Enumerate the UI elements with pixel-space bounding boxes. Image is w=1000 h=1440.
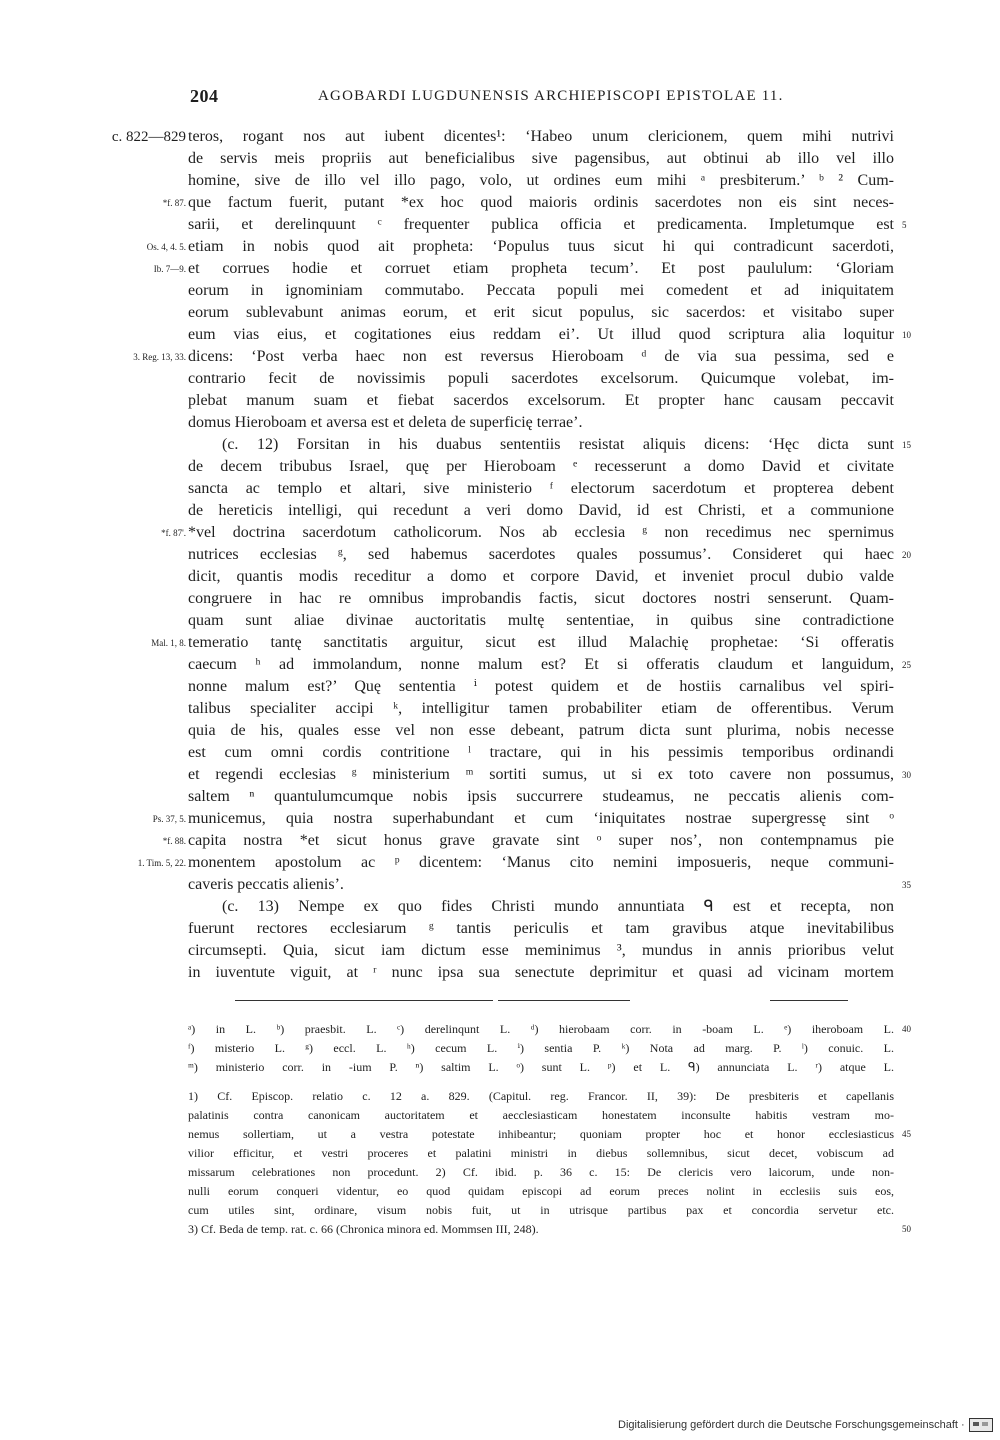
text-line: teros, rogant nos aut iubent dicentes¹: ‘Habeo unum clericionem, quem mihi nutrivi [188, 128, 894, 145]
page-header [0, 86, 1000, 110]
source-note-line: missarum celebrationes non procedunt. 2) Cf. ibid. p. 36 c. 15: De clericis vero laicorum, unde non- [188, 1165, 894, 1179]
text-line: (c. 12) Forsitan in his duabus sententiis resistat aliquis dicens: ‘Hęc dicta sunt [222, 436, 894, 453]
line-number: 10 [902, 330, 911, 340]
margin-reference: Ps. 37, 5. [152, 814, 186, 824]
margin-reference: Mal. 1, 8. [151, 638, 186, 648]
source-note-line: nulli eorum conqueri videntur, eo quod quidam episcopi ad eorum preces nolint in ecclesiis suis eos, [188, 1184, 894, 1198]
line-number: 35 [902, 880, 911, 890]
footnote-line-number: 50 [902, 1224, 911, 1234]
footnote-rule-3 [770, 1000, 848, 1001]
text-line: que factum fuerit, putant *ex hoc quod maioris ordinis sacerdotes non eis sint neces- [188, 194, 894, 211]
text-line: circumsepti. Quia, sicut iam dictum esse meminimus ³, mundus in annis prioribus velut [188, 942, 894, 959]
source-note-line: nemus sollertiam, ut a vestra potestate inhibeantur; quoniam propter hoc et honor ecclesiasticus [188, 1127, 894, 1141]
margin-reference: Os. 4, 4. 5. [146, 242, 186, 252]
text-line: de servis meis propriis aut beneficialibus sive pagensibus, aut obtinui ab illo vel illo [188, 150, 894, 167]
text-line: est cum omni cordis contritione ˡ tractare, qui in his pessimis temporibus ordinandi [188, 744, 894, 761]
apparatus-line: ᵃ) in L. ᵇ) praesbit. L. ᶜ) derelinqunt L. ᵈ) hierobaam corr. in -boam L. ᵉ) iheroboam L. [188, 1022, 894, 1036]
page-number: 204 [190, 86, 219, 106]
text-line: de decem tribubus Israel, quę per Hieroboam ᵉ recesserunt a domo David et civitate [188, 458, 894, 475]
text-line: plebat manum suam et fiebat sacerdos excelsorum. Et propter hanc causam peccavit [188, 392, 894, 409]
text-line: eorum sublevabunt animas eorum, et erit sicut populus, sic sacerdos: et visitabo super [188, 304, 894, 321]
text-line: contrario fecit de novissimis populi sacerdotes excelsorum. Quicumque volebat, im- [188, 370, 894, 387]
text-line: dicens: ‘Post verba haec non est reversus Hieroboam ᵈ de via sua pessima, sed e [188, 348, 894, 365]
footnote-line-number: 40 [902, 1024, 911, 1034]
margin-reference: Ib. 7—9. [153, 264, 186, 274]
text-line: fuerunt rectores ecclesiarum ᵍ tantis periculis et tam gravibus atque inevitabilibus [188, 920, 894, 937]
source-note-line: 1) Cf. Episcop. relatio c. 12 a. 829. (Capitul. reg. Francor. II, 39): De presbiteris et capellanis [188, 1089, 894, 1103]
source-note-line: vilior efficitur, et vestri proceres et palatini ministri in diebus sollemnibus, sicut decet, vobiscum ad [188, 1146, 894, 1160]
footnote-line-number: 45 [902, 1129, 911, 1139]
text-line: *vel doctrina sacerdotum catholicorum. Nos ab ecclesia ᵍ non recedimus nec spernimus [188, 524, 894, 541]
text-line: domus Hieroboam et aversa est et deleta de superficię terrae’. [188, 414, 583, 431]
line-number: 15 [902, 440, 911, 450]
apparatus-line: ᶠ) misterio L. ᵍ) eccl. L. ʰ) cecum L. ⁱ) sentia P. ᵏ) Nota ad marg. P. ˡ) conuic. L. [188, 1041, 894, 1055]
text-line: etiam in nobis quod ait propheta: ‘Populus tuus sicut hi qui contradicunt sacerdoti, [188, 238, 894, 255]
margin-reference: 3. Reg. 13, 33. [133, 352, 186, 362]
text-line: talibus specialiter accipi ᵏ, intelligitur tamen probabiliter etiam de offerentibus. Verum [188, 700, 894, 717]
text-line: caecum ʰ ad immolandum, nonne malum est? Et si offeratis claudum et languidum, [188, 656, 894, 673]
text-line: (c. 13) Nempe ex quo fides Christi mundo annuntiata ᑫ est et recepta, non [222, 898, 894, 915]
margin-reference: *f. 87'. [161, 528, 186, 538]
credit-text: Digitalisierung gefördert durch die Deutsche Forschungsgemeinschaft · [618, 1418, 965, 1431]
line-number: 30 [902, 770, 911, 780]
footnote-rule-1 [235, 1000, 493, 1001]
text-line: homine, sive de illo vel illo pago, volo, ut ordines eum mihi ᵃ presbiterum.’ ᵇ ² Cum- [188, 172, 894, 189]
apparatus-line: ᵐ) ministerio corr. in -ium P. ⁿ) saltim L. ᵒ) sunt L. ᵖ) et L. ᑫ) annunciata L. ʳ) atque L. [188, 1060, 894, 1074]
text-line: caveris peccatis alienis’. [188, 876, 344, 893]
date-margin-note: c. 822—829 [111, 129, 186, 145]
text-line: in iuventute viguit, at ʳ nunc ipsa sua senectute deprimitur et quasi ad vicinam mortem [188, 964, 894, 981]
line-number: 25 [902, 660, 911, 670]
text-line: nonne malum est?’ Quę sententia ⁱ potest quidem et de hostiis carnalibus vel spiri- [188, 678, 894, 695]
text-line: quia de his, quales esse vel non esse debeant, patrum dicta sunt plurima, nobis necesse [188, 722, 894, 739]
text-line: temeratio tantę sanctitatis arguitur, sicut est illud Malachię prophetae: ‘Si offeratis [188, 634, 894, 651]
dfg-logo-icon [969, 1418, 993, 1432]
text-line: dicit, quantis modis receditur a domo et corpore David, et inveniet procul dubio valde [188, 568, 894, 585]
footnote-rule-2 [498, 1000, 630, 1001]
source-note-line: cum utiles sint, ordinare, visum nobis fuit, ut in utrisque partibus pax et concordia servetur etc. [188, 1203, 894, 1217]
text-line: sarii, et derelinquunt ᶜ frequenter publica officia et predicamenta. Impletumque est [188, 216, 894, 233]
margin-reference: *f. 87. [162, 198, 186, 208]
text-line: saltem ⁿ quantulumcumque nobis ipsis succurrere studeamus, ne peccatis alienis com- [188, 788, 894, 805]
text-line: sancta ac templo et altari, sive ministerio ᶠ electorum sacerdotum et propterea debent [188, 480, 894, 497]
text-line: monentem apostolum ac ᵖ dicentem: ‘Manus cito nemini imposueris, neque communi- [188, 854, 894, 871]
text-line: et corrues hodie et corruet etiam propheta tecum’. Et post paululum: ‘Gloriam [188, 260, 894, 277]
text-line: de hereticis intelligi, qui recedunt a veri domo David, id est Christi, et a communione [188, 502, 894, 519]
source-note-line: 3) Cf. Beda de temp. rat. c. 66 (Chronica minora ed. Mommsen III, 248). [188, 1222, 539, 1236]
line-number: 5 [902, 220, 907, 230]
text-line: capita nostra *et sicut honus grave gravate sint ᵒ super nos’, non contempnamus pie [188, 832, 894, 849]
source-note-line: palatinis contra canonicam auctoritatem et aecclesiasticam honestatem inconsulte habitis vestram mo- [188, 1108, 894, 1122]
text-line: eum vias eius, et cogitationes eius reddam ei’. Ut illud quod scriptura alia loquitur [188, 326, 894, 343]
text-line: et regendi ecclesias ᵍ ministerium ᵐ sortiti sumus, ut si ex toto cavere non possumus, [188, 766, 894, 783]
text-line: eorum in ignominiam commutabo. Peccata populi mei comedent et ad iniquitatem [188, 282, 894, 299]
margin-reference: 1. Tim. 5, 22. [137, 858, 186, 868]
running-title: AGOBARDI LUGDUNENSIS ARCHIEPISCOPI EPISTOLAE 11. [318, 88, 784, 104]
margin-reference: *f. 88. [162, 836, 186, 846]
text-line: municemus, quia nostra superhabundant et cum ‘iniquitates nostrae supergressę sint ᵒ [188, 810, 894, 827]
text-line: quam sunt aliae divinae auctoritatis multę sententiae, in quibus sine contradictione [188, 612, 894, 629]
text-line: congruere in hac re omnibus improbandis factis, sicut doctores nostri senserunt. Quam- [188, 590, 894, 607]
line-number: 20 [902, 550, 911, 560]
text-line: nutrices ecclesias ᵍ, sed habemus sacerdotes quales possumus’. Consideret qui haec [188, 546, 894, 563]
digitization-credit [618, 1418, 993, 1432]
